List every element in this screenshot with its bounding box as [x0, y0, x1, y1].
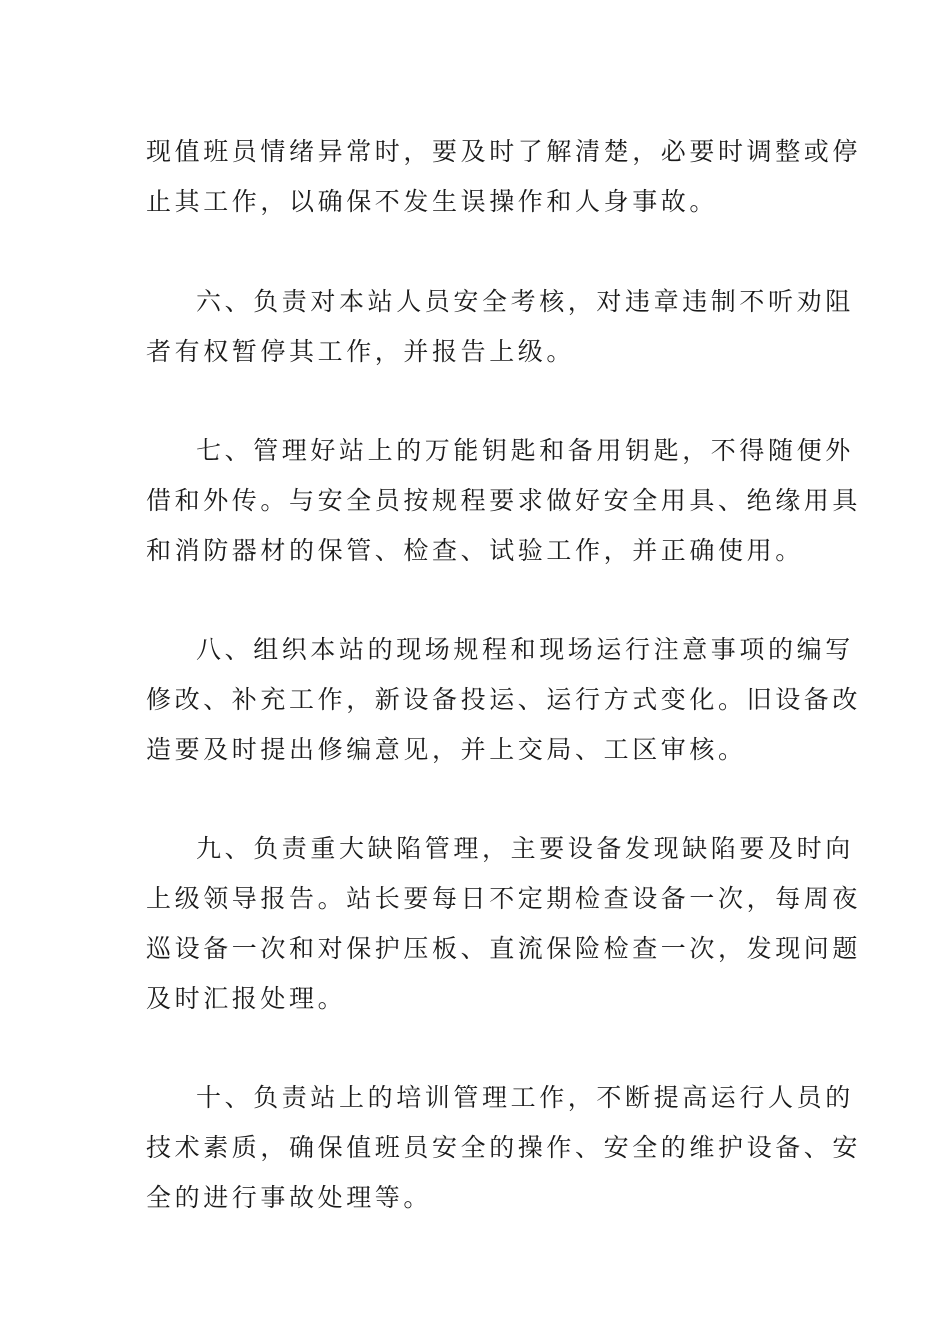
- text-line: 巡设备一次和对保护压板、直流保险检查一次，发现问题: [146, 934, 862, 963]
- text-line: 及时汇报处理。: [146, 984, 347, 1013]
- text-line: 修改、补充工作，新设备投运、运行方式变化。旧设备改: [146, 685, 862, 714]
- text-line: 八、组织本站的现场规程和现场运行注意事项的编写: [196, 635, 854, 664]
- text-line: 全的进行事故处理等。: [146, 1183, 433, 1212]
- text-line: 现值班员情绪异常时，要及时了解清楚，必要时调整或停: [146, 137, 862, 166]
- text-line: 止其工作，以确保不发生误操作和人身事故。: [146, 187, 719, 216]
- text-line: 上级领导报告。站长要每日不定期检查设备一次，每周夜: [146, 884, 862, 913]
- text-line: 借和外传。与安全员按规程要求做好安全用具、绝缘用具: [146, 486, 862, 515]
- text-line: 九、负责重大缺陷管理，主要设备发现缺陷要及时向: [196, 834, 854, 863]
- text-line: 技术素质，确保值班员安全的操作、安全的维护设备、安: [146, 1133, 862, 1162]
- text-line: 造要及时提出修编意见，并上交局、工区审核。: [146, 735, 747, 764]
- text-line: 者有权暂停其工作，并报告上级。: [146, 337, 576, 366]
- text-line: 十、负责站上的培训管理工作，不断提高运行人员的: [196, 1083, 854, 1112]
- text-line: 七、管理好站上的万能钥匙和备用钥匙，不得随便外: [196, 436, 854, 465]
- text-line: 六、负责对本站人员安全考核，对违章违制不听劝阻: [196, 287, 854, 316]
- text-line: 和消防器材的保管、检查、试验工作，并正确使用。: [146, 536, 804, 565]
